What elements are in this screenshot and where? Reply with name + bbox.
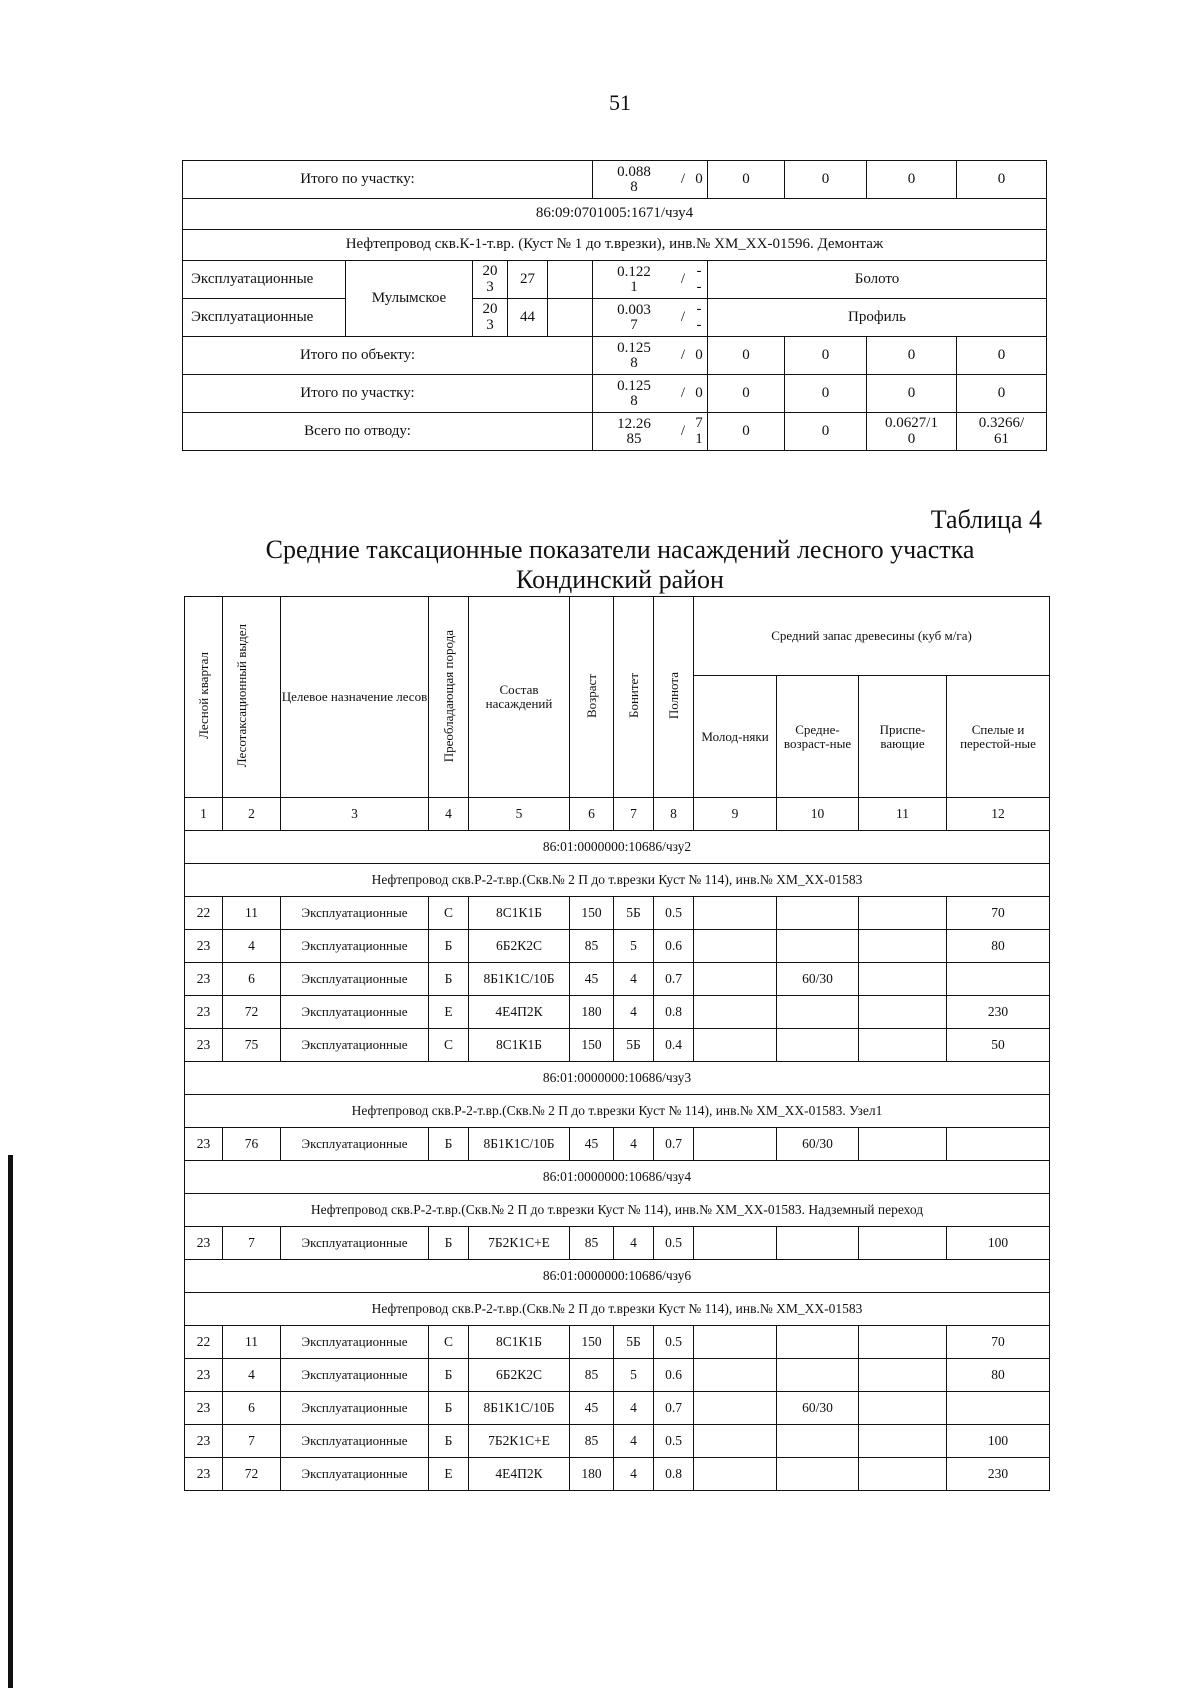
quarter-cell: 20 3	[473, 299, 508, 337]
area-cell: 0.125 8 / 0	[593, 337, 708, 375]
table-cell: 0.5	[654, 1326, 694, 1359]
column-number: 11	[859, 798, 947, 831]
table-cell	[947, 1392, 1050, 1425]
table-cell: Эксплуатационные	[281, 1029, 429, 1062]
column-number: 2	[223, 798, 281, 831]
table-cell: 180	[570, 1458, 614, 1491]
table-cell: 230	[947, 996, 1050, 1029]
header-row	[185, 597, 1050, 676]
column-number: 7	[614, 798, 654, 831]
table-cell: 5Б	[614, 897, 654, 930]
table-cell	[694, 1029, 777, 1062]
subtotal-label: Итого по участку:	[183, 161, 593, 199]
table-cell	[777, 996, 859, 1029]
table-cell: 23	[185, 1425, 223, 1458]
table-cell: 4	[614, 1392, 654, 1425]
column-number: 8	[654, 798, 694, 831]
table-cell: 150	[570, 1029, 614, 1062]
table-cell: 180	[570, 996, 614, 1029]
table-cell: 45	[570, 1128, 614, 1161]
table-cell: 22	[185, 1326, 223, 1359]
table-cell	[777, 1029, 859, 1062]
table-cell	[694, 1392, 777, 1425]
vydel-cell: 44	[508, 299, 548, 337]
table-cell: 0.8	[654, 996, 694, 1029]
table-cell: 8С1К1Б	[469, 897, 570, 930]
cadastral-number: 86:01:0000000:10686/чзу6	[185, 1260, 1050, 1293]
column-number: 1	[185, 798, 223, 831]
scan-edge	[8, 1155, 13, 1688]
table-cell	[777, 897, 859, 930]
table-cell: 4	[614, 996, 654, 1029]
value-cell: 0	[708, 375, 785, 413]
table-cell: Эксплуатационные	[281, 963, 429, 996]
table-cell	[777, 1425, 859, 1458]
table-cell	[859, 930, 947, 963]
col-header-sostav: Состав насаждений	[469, 597, 570, 798]
table-cell: 80	[947, 930, 1050, 963]
table-cell: 0.5	[654, 897, 694, 930]
table-cell: 11	[223, 1326, 281, 1359]
column-number: 12	[947, 798, 1050, 831]
cadastral-number: 86:01:0000000:10686/чзу4	[185, 1161, 1050, 1194]
page-number: 51	[609, 90, 631, 115]
cadastral-number: 86:01:0000000:10686/чзу3	[185, 1062, 1050, 1095]
object-name: Нефтепровод скв.Р-2-т.вр.(Скв.№ 2 П до т.врезки Куст № 114), инв.№ ХМ_ХХ-01583	[185, 864, 1050, 897]
col-header-polnota: Полнота	[654, 597, 694, 798]
table-cell: Эксплуатационные	[281, 930, 429, 963]
table-cell	[694, 963, 777, 996]
table-cell: 100	[947, 1227, 1050, 1260]
table-cell: 0.7	[654, 963, 694, 996]
value-cell: 0	[708, 337, 785, 375]
table-cell: 150	[570, 1326, 614, 1359]
table-cell	[694, 1326, 777, 1359]
value-cell: 0	[867, 337, 957, 375]
col-header-molod: Молод-няки	[694, 676, 777, 798]
table-cell	[777, 1326, 859, 1359]
col-header-vozrast: Возраст	[570, 597, 614, 798]
value-cell: 0	[708, 161, 785, 199]
table-cell: 0.5	[654, 1227, 694, 1260]
col-header-vydel: Лесотаксационный выдел	[223, 597, 281, 798]
vydel-cell: 27	[508, 261, 548, 299]
table-cell: 60/30	[777, 1128, 859, 1161]
table-cell	[777, 1227, 859, 1260]
table-cell: Б	[429, 1392, 469, 1425]
object-name: Нефтепровод скв.К-1-т.вр. (Куст № 1 до т.врезки), инв.№ ХМ_ХХ-01596. Демонтаж	[183, 230, 1047, 261]
table-cell: С	[429, 1326, 469, 1359]
table-cell: Б	[429, 1128, 469, 1161]
column-number: 3	[281, 798, 429, 831]
table-row	[185, 1359, 1050, 1392]
table-cell	[777, 1359, 859, 1392]
table-cell	[694, 996, 777, 1029]
table-cell: 0.7	[654, 1392, 694, 1425]
grand-total-label: Всего по отводу:	[183, 413, 593, 451]
table-cell	[694, 930, 777, 963]
table-cell: 80	[947, 1359, 1050, 1392]
table-cell: 4	[614, 1227, 654, 1260]
table-cell	[859, 1326, 947, 1359]
table-cell: 8С1К1Б	[469, 1326, 570, 1359]
forest-area-table	[182, 160, 1047, 451]
col-header-spelye: Спелые и перестой-ные	[947, 676, 1050, 798]
table-cell	[694, 1425, 777, 1458]
column-number: 5	[469, 798, 570, 831]
table-cell: 4	[614, 1128, 654, 1161]
grand-total-row	[183, 413, 1047, 451]
value-cell: 0	[867, 161, 957, 199]
subtotal-label: Итого по участку:	[183, 375, 593, 413]
value-cell: 0	[785, 375, 867, 413]
area-cell: 12.26 85 / 7 1	[593, 413, 708, 451]
table-cell: 72	[223, 1458, 281, 1491]
table-cell: С	[429, 897, 469, 930]
land-category: Болото	[708, 261, 1047, 299]
table-cell: Б	[429, 930, 469, 963]
table-cell: 50	[947, 1029, 1050, 1062]
cadastral-number: 86:09:0701005:1671/чзу4	[183, 199, 1047, 230]
table-cell: 4	[614, 1458, 654, 1491]
table-cell	[694, 1359, 777, 1392]
table-cell: 45	[570, 963, 614, 996]
table-row	[185, 1029, 1050, 1062]
table-row	[185, 897, 1050, 930]
table-cell: 0.4	[654, 1029, 694, 1062]
object-total-label: Итого по объекту:	[183, 337, 593, 375]
table-cell	[777, 1458, 859, 1491]
value-cell: 0	[957, 161, 1047, 199]
value-cell: 0	[708, 413, 785, 451]
col-header-sredne: Средне-возраст-ные	[777, 676, 859, 798]
table-cell: 4Е4П2К	[469, 996, 570, 1029]
target-purpose: Эксплуатационные	[183, 299, 346, 337]
table-cell: С	[429, 1029, 469, 1062]
table-cell: 5	[614, 1359, 654, 1392]
table-cell: 7Б2К1С+Е	[469, 1227, 570, 1260]
table-cell: Е	[429, 996, 469, 1029]
col-header-kvartal: Лесной квартал	[185, 597, 223, 798]
table-row	[185, 1392, 1050, 1425]
table-cell: 6	[223, 963, 281, 996]
table-cell: 60/30	[777, 963, 859, 996]
table-cell: 5	[614, 930, 654, 963]
table-cell: 100	[947, 1425, 1050, 1458]
object-total-row	[183, 337, 1047, 375]
table-row	[185, 963, 1050, 996]
table-cell: 0.6	[654, 930, 694, 963]
table-cell: Б	[429, 963, 469, 996]
forestry-name: Мулымское	[346, 261, 473, 337]
table-cell: Эксплуатационные	[281, 1128, 429, 1161]
column-number: 4	[429, 798, 469, 831]
table-row	[185, 996, 1050, 1029]
table-cell: 11	[223, 897, 281, 930]
land-category: Профиль	[708, 299, 1047, 337]
table-cell	[947, 1128, 1050, 1161]
value-cell: 0.3266/ 61	[957, 413, 1047, 451]
table-cell	[694, 1458, 777, 1491]
table-cell: 70	[947, 897, 1050, 930]
table-cell: 85	[570, 1227, 614, 1260]
table-cell: Б	[429, 1425, 469, 1458]
table-cell: 0.7	[654, 1128, 694, 1161]
table-cell: Эксплуатационные	[281, 1458, 429, 1491]
table-cell: 72	[223, 996, 281, 1029]
table-cell: 6	[223, 1392, 281, 1425]
table-cell: 7Б2К1С+Е	[469, 1425, 570, 1458]
table-cell: 23	[185, 1128, 223, 1161]
column-number: 9	[694, 798, 777, 831]
value-cell: 0	[785, 413, 867, 451]
table-cell: 8Б1К1С/10Б	[469, 963, 570, 996]
table-cell: 76	[223, 1128, 281, 1161]
table-cell: 5Б	[614, 1326, 654, 1359]
subtotal-row	[183, 161, 1047, 199]
taxation-table	[184, 596, 1050, 1491]
col-header-prispe: Приспе-вающие	[859, 676, 947, 798]
area-cell: 0.125 8 / 0	[593, 375, 708, 413]
table-cell: 0.6	[654, 1359, 694, 1392]
column-number: 6	[570, 798, 614, 831]
empty-cell	[548, 299, 593, 337]
table-subtitle: Кондинский район	[516, 565, 724, 594]
table-cell: 8Б1К1С/10Б	[469, 1128, 570, 1161]
table-row	[185, 1326, 1050, 1359]
table-cell: 60/30	[777, 1392, 859, 1425]
table-cell: 23	[185, 1359, 223, 1392]
table-cell: 45	[570, 1392, 614, 1425]
table-cell: 4	[223, 930, 281, 963]
table-cell: 6Б2К2С	[469, 930, 570, 963]
table-cell: Эксплуатационные	[281, 996, 429, 1029]
table-cell: 0.5	[654, 1425, 694, 1458]
area-cell: 0.122 1 / - -	[593, 261, 708, 299]
table-cell: 8Б1К1С/10Б	[469, 1392, 570, 1425]
table-cell: 4	[223, 1359, 281, 1392]
area-cell: 0.003 7 / - -	[593, 299, 708, 337]
table-cell: Эксплуатационные	[281, 1359, 429, 1392]
value-cell: 0	[957, 375, 1047, 413]
subtotal-row	[183, 375, 1047, 413]
table-cell	[859, 897, 947, 930]
empty-cell	[548, 261, 593, 299]
table-cell: 0.8	[654, 1458, 694, 1491]
table-cell: Б	[429, 1227, 469, 1260]
table-cell	[859, 1359, 947, 1392]
table-cell	[694, 897, 777, 930]
table-row	[183, 261, 1047, 299]
table-cell	[859, 1029, 947, 1062]
col-header-poroda: Преобладающая порода	[429, 597, 469, 798]
table-cell	[859, 1227, 947, 1260]
table-cell: 23	[185, 1227, 223, 1260]
table-cell: 85	[570, 930, 614, 963]
table-cell: Е	[429, 1458, 469, 1491]
value-cell: 0	[785, 161, 867, 199]
table-cell: Эксплуатационные	[281, 1425, 429, 1458]
table-cell	[859, 1128, 947, 1161]
table-cell: 23	[185, 1392, 223, 1425]
table-row	[185, 1128, 1050, 1161]
table-cell: 4	[614, 1425, 654, 1458]
table-cell: 22	[185, 897, 223, 930]
value-cell: 0	[867, 375, 957, 413]
table-cell: 70	[947, 1326, 1050, 1359]
table-cell: 230	[947, 1458, 1050, 1491]
value-cell: 0	[785, 337, 867, 375]
table-row	[185, 1458, 1050, 1491]
target-purpose: Эксплуатационные	[183, 261, 346, 299]
col-header-target: Целевое назначение лесов	[281, 597, 429, 798]
table-cell: 23	[185, 963, 223, 996]
table-cell: 4Е4П2К	[469, 1458, 570, 1491]
object-name: Нефтепровод скв.Р-2-т.вр.(Скв.№ 2 П до т.врезки Куст № 114), инв.№ ХМ_ХХ-01583. Надземный переход	[185, 1194, 1050, 1227]
table-cell	[777, 930, 859, 963]
table-cell	[859, 996, 947, 1029]
table-cell: Эксплуатационные	[281, 1326, 429, 1359]
table-cell: 23	[185, 996, 223, 1029]
table-cell	[694, 1227, 777, 1260]
cadastral-number: 86:01:0000000:10686/чзу2	[185, 831, 1050, 864]
column-number: 10	[777, 798, 859, 831]
table-cell: 75	[223, 1029, 281, 1062]
table-cell: 23	[185, 1458, 223, 1491]
column-numbers-row	[185, 798, 1050, 831]
value-cell: 0.0627/1 0	[867, 413, 957, 451]
area-cell: 0.088 8 / 0	[593, 161, 708, 199]
table-cell	[859, 1425, 947, 1458]
table-cell	[694, 1128, 777, 1161]
table-cell: 23	[185, 930, 223, 963]
table-cell: 8С1К1Б	[469, 1029, 570, 1062]
table-cell	[859, 1458, 947, 1491]
value-cell: 0	[957, 337, 1047, 375]
table-cell: Эксплуатационные	[281, 1392, 429, 1425]
table-cell: 150	[570, 897, 614, 930]
table-cell	[947, 963, 1050, 996]
table-caption: Таблица 4	[930, 505, 1042, 534]
table-cell: 23	[185, 1029, 223, 1062]
table-row	[185, 1425, 1050, 1458]
table-title: Средние таксационные показатели насаждений лесного участка	[265, 535, 975, 564]
quarter-cell: 20 3	[473, 261, 508, 299]
table-cell: 7	[223, 1227, 281, 1260]
col-header-bonitet: Бонитет	[614, 597, 654, 798]
col-header-zapas: Средний запас древесины (куб м/га)	[694, 597, 1050, 676]
table-cell	[859, 963, 947, 996]
table-row	[183, 299, 1047, 337]
table-row	[185, 930, 1050, 963]
table-cell: 7	[223, 1425, 281, 1458]
table-cell: 4	[614, 963, 654, 996]
table-cell: 5Б	[614, 1029, 654, 1062]
table-cell: 6Б2К2С	[469, 1359, 570, 1392]
object-name: Нефтепровод скв.Р-2-т.вр.(Скв.№ 2 П до т.врезки Куст № 114), инв.№ ХМ_ХХ-01583	[185, 1293, 1050, 1326]
table-cell: 85	[570, 1425, 614, 1458]
table-row	[185, 1227, 1050, 1260]
object-name: Нефтепровод скв.Р-2-т.вр.(Скв.№ 2 П до т.врезки Куст № 114), инв.№ ХМ_ХХ-01583. Узел1	[185, 1095, 1050, 1128]
table-cell: Б	[429, 1359, 469, 1392]
table-cell: Эксплуатационные	[281, 1227, 429, 1260]
table-cell: 85	[570, 1359, 614, 1392]
table-cell: Эксплуатационные	[281, 897, 429, 930]
table-cell	[859, 1392, 947, 1425]
